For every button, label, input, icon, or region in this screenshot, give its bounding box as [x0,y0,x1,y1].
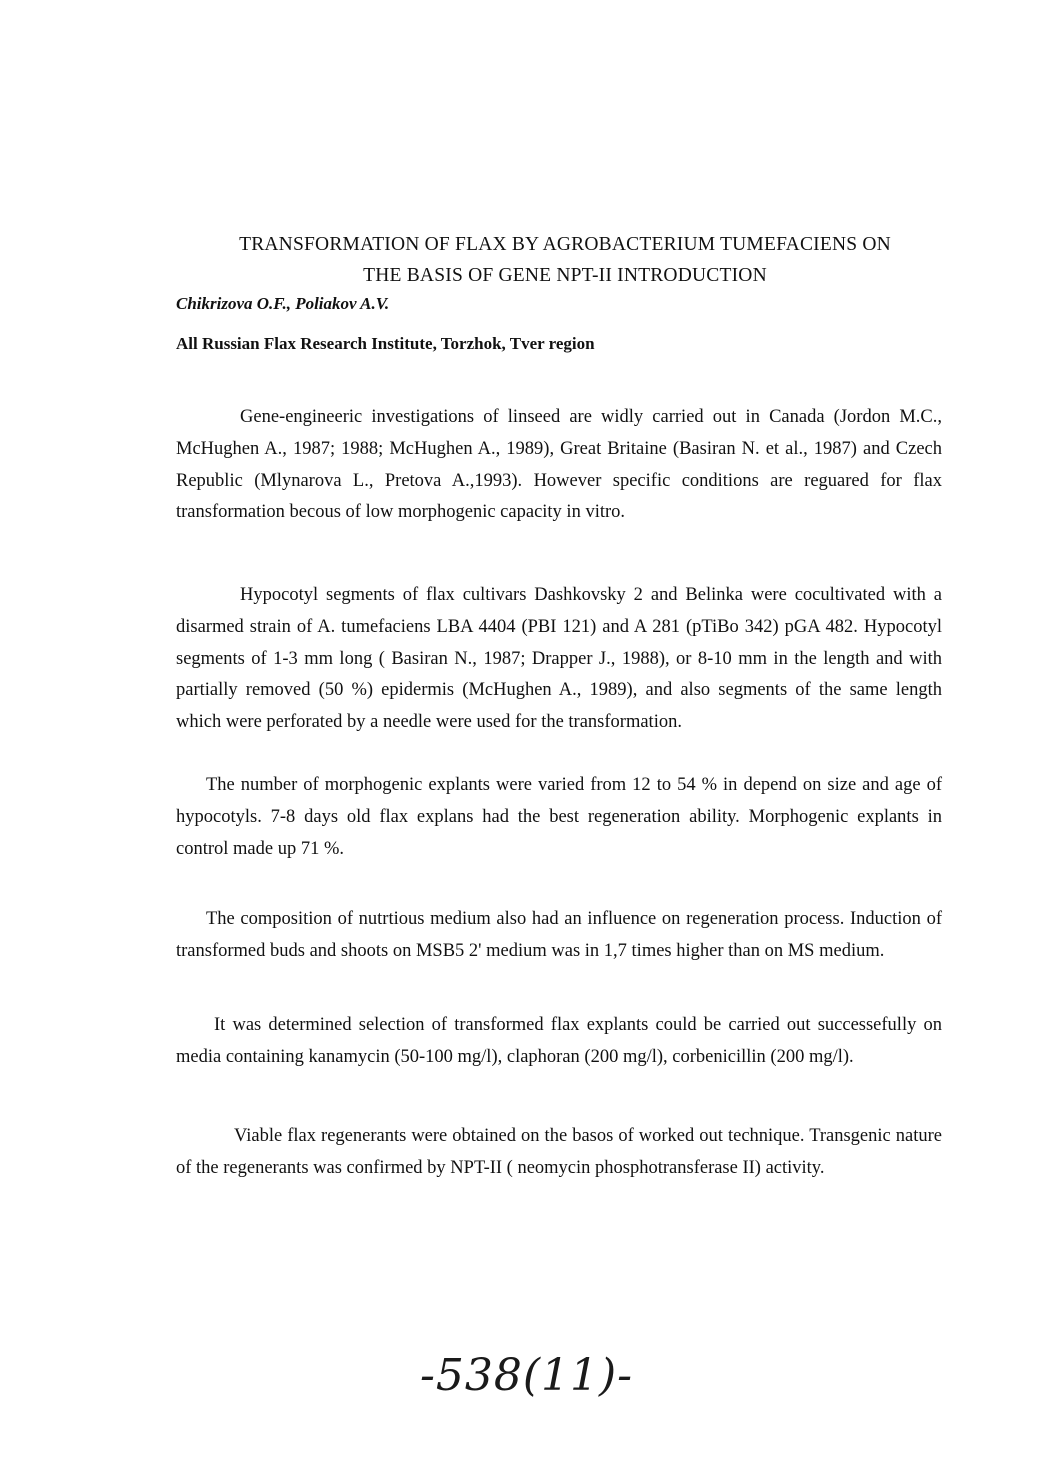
affiliation: All Russian Flax Research Institute, Torzhok, Tver region [176,334,595,353]
title-line-2: THE BASIS OF GENE NPT-II INTRODUCTION [363,265,767,286]
paragraph-4: The composition of nutrtious medium also had an influence on regeneration process. Induction of transformed buds and shoots on MSB5 2' medium was in 1,7 times higher than on MS medium. [176,909,942,961]
paragraph-1: Gene-engineeric investigations of linseed are widly carried out in Canada (Jordon M.C., McHughen A., 1987; 1988; McHughen A., 1989), Great Britaine (Basiran N. et al., 1987) and Czech Republic (Mlynarova L., Pretova A.,1993). However specific conditions are reguared for flax transformation becous of low morphogenic capacity in vitro. [176,407,942,523]
handwritten-page-number: -538(11)- [420,1350,634,1401]
paragraph-6: Viable flax regenerants were obtained on the basos of worked out technique. Transgenic nature of the regenerants was confirmed by NPT-II ( neomycin phosphotransferase II) activity. [176,1126,942,1178]
paragraph-5: It was determined selection of transformed flax explants could be carried out successefully on media containing kanamycin (50-100 mg/l), claphoran (200 mg/l), corbenicillin (200 mg/l). [176,1015,942,1067]
authors: Chikrizova O.F., Poliakov A.V. [176,294,390,313]
paragraph-3: The number of morphogenic explants were varied from 12 to 54 % in depend on size and age of hypocotyls. 7-8 days old flax explans had the best regeneration ability. Morphogenic explants in control made up 71 %. [176,775,942,859]
title-line-1: TRANSFORMATION OF FLAX BY AGROBACTERIUM TUMEFACIENS ON [239,234,891,255]
paragraph-2: Hypocotyl segments of flax cultivars Dashkovsky 2 and Belinka were cocultivated with a disarmed strain of A. tumefaciens LBA 4404 (PBI 121) and A 281 (pTiBo 342) pGA 482. Hypocotyl segments of 1-3 mm long ( Basiran N., 1987; Drapper J., 1988), or 8-10 mm in the length and with partially removed (50 %) epidermis (McHughen A., 1989), and also segments of the same length which were perforated by a needle were used for the transformation. [176,585,942,733]
